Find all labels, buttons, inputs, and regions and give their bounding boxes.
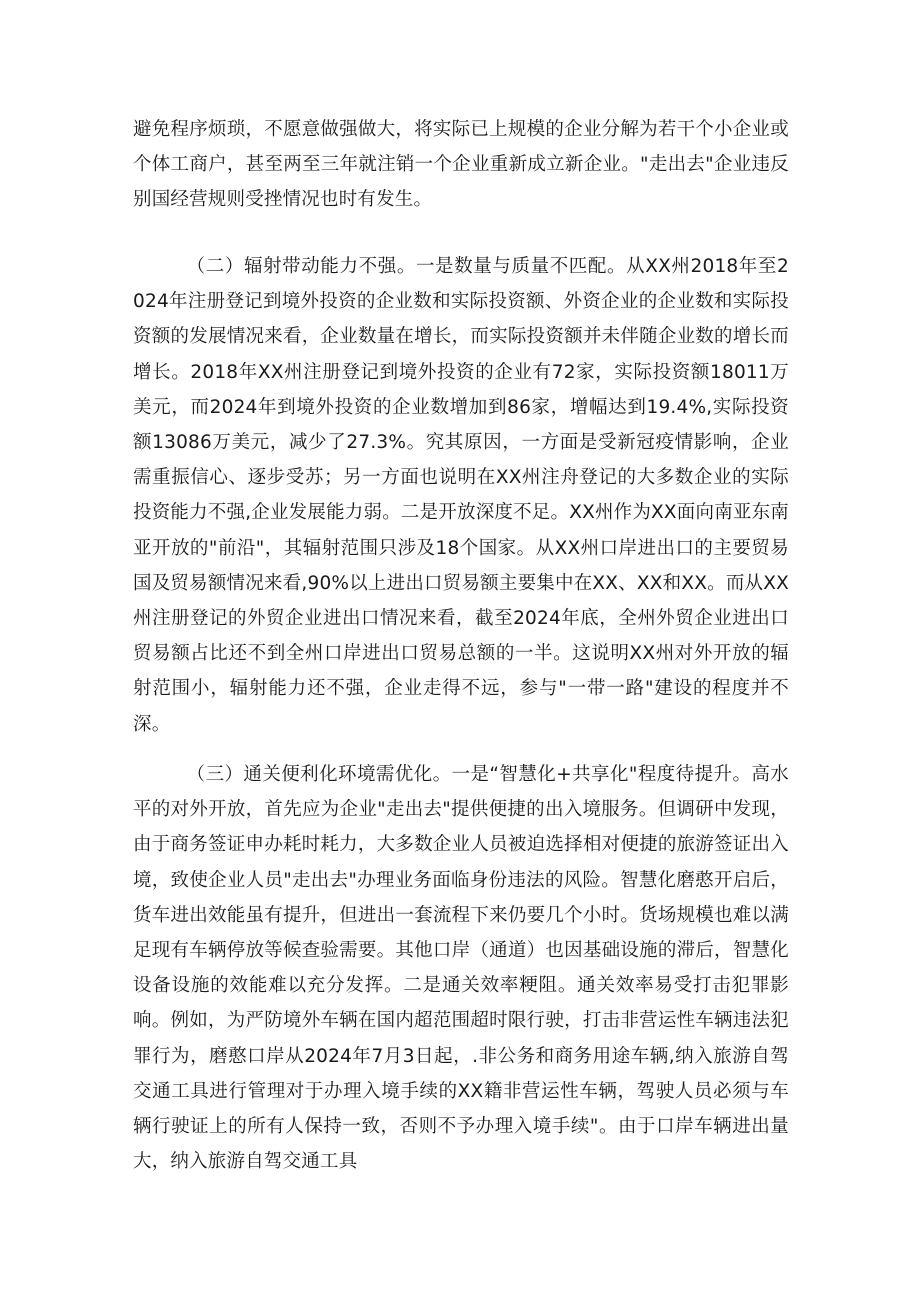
- paragraph-section-two: （二）辐射带动能力不强。一是数量与质量不匹配。从XX州2018年至2024年注册登记到境外投资的企业数和实际投资额、外资企业的企业数和实际投资额的发展情况来看，企业数量在增长，而实际投资额并未伴随企业数的增长而增长。2018年XX州注册登记到境外投资的企业有72家，实际投资额18011万美元，而2024年到境外投资的企业数增加到86家，增幅达到19.4%,实际投资额13086万美元，减少了27.3%。究其原因，一方面是受新冠疫情影响，企业需重振信心、逐步受苏；另一方面也说明在XX州注舟登记的大多数企业的实际投资能力不强,企业发展能力弱。二是开放深度不足。XX州作为XX面向南亚东南亚开放的"前沿"，其辐射范围只涉及18个国家。从XX州口岸进出口的主要贸易国及贸易额情况来看,90%以上进出口贸易额主要集中在XX、XX和XX。而从XX州注册登记的外贸企业进出口情况来看，截至2024年底，全州外贸企业进出口贸易额占比还不到全州口岸进出口贸易总额的一半。这说明XX州对外开放的辐射范围小，辐射能力还不强，企业走得不远，参与"一带一路"建设的程度并不深。: [133, 256, 789, 735]
- paragraph-section-three: （三）通关便利化环境需优化。一是“智慧化+共享化"程度待提升。高水平的对外开放，首先应为企业"走出去"提供便捷的出入境服务。但调研中发现，由于商务签证申办耗时耗力，大多数企业人员被迫选择相对便捷的旅游签证出入境，致使企业人员"走出去"办理业务面临身份违法的风险。智慧化磨憨开启后，货车进出效能虽有提升，但进出一套流程下来仍要几个小时。货场规模也难以满足现有车辆停放等候查验需要。其他口岸（通道）也因基础设施的滞后，智慧化设备设施的效能难以充分发挥。二是通关效率粳阻。通关效率易受打击犯罪影响。例如，为严防境外车辆在国内超范围超时限行驶，打击非营运性车辆违法犯罪行为，磨憨口岸从2024年7月3日起，.非公务和商务用途车辆,纳入旅游自驾交通工具进行管理对于办理入境手续的XX籍非营运性车辆，驾驶人员必须与车辆行驶证上的所有人保持一致，否则不予办理入境手续"。由于口岸车辆进出量大，纳入旅游自驾交通工具: [133, 764, 789, 1173]
- paragraph-intro-continuation: 避免程序烦琐，不愿意做强做大，将实际已上规模的企业分解为若干个小企业或个体工商户，甚至两至三年就注销一个企业重新成立新企业。"走出去"企业违反别国经营规则受挫情况也时有发生。: [133, 119, 789, 211]
